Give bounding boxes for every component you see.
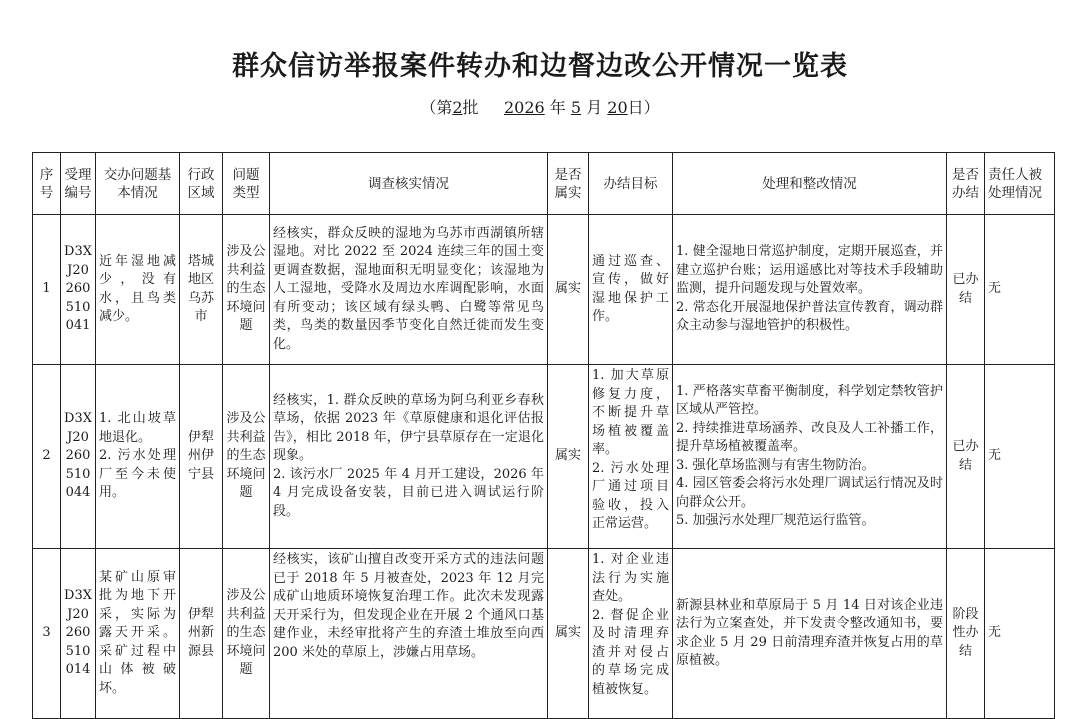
cases-table xyxy=(32,152,1055,719)
table-row xyxy=(33,215,1055,365)
date-month: 5 xyxy=(570,98,582,117)
date-day: 20 xyxy=(607,98,628,117)
header-verified: 是否属实 xyxy=(548,153,589,215)
cell-investigation: 经核实，群众反映的湿地为乌苏市西湖镇所辖湿地。对比 2022 至 2024 连续三年的国土变更调查数据，湿地面积无明显变化；该湿地为人工湿地，受降水及周边水库调配影响，水面有所变动；该区域有绿头鸭、白鹭等常见鸟类，鸟类的数量因季节变化自然迁徙而发生变化。 xyxy=(270,215,548,365)
cell-accountability: 无 xyxy=(985,365,1055,549)
month-suffix: 月 xyxy=(586,98,603,117)
year-suffix: 年 xyxy=(549,98,566,117)
header-type: 问题类型 xyxy=(223,153,270,215)
cell-goal: 1. 对企业违法行为实施查处。 2. 督促企业及时清理弃渣并对侵占的草场完成植被恢复。 xyxy=(589,549,673,719)
cell-issue: 近年湿地减少，没有水，且鸟类减少。 xyxy=(96,215,180,365)
table-row xyxy=(33,549,1055,719)
cell-issue: 1. 北山坡草地退化。 2. 污水处理厂至今未使用。 xyxy=(96,365,180,549)
day-suffix: 日） xyxy=(627,98,660,117)
cell-verified: 属实 xyxy=(548,549,589,719)
cell-handling: 1. 健全湿地日常巡护制度，定期开展巡查，并建立巡护台账；运用遥感比对等技术手段辅助监测，提升问题发现与处置效率。 2. 常态化开展湿地保护普法宣传教育，调动群众主动参与湿地管护的积极性。 xyxy=(673,215,947,365)
cell-accountability: 无 xyxy=(985,549,1055,719)
cell-accountability: 无 xyxy=(985,215,1055,365)
cell-issue: 某矿山原审批为地下开采，实际为露天开采。采矿过程中山体被破坏。 xyxy=(96,549,180,719)
table-header-row xyxy=(33,153,1055,215)
cell-handling: 新源县林业和草原局于 5 月 14 日对该企业违法行为立案查处，并下发责令整改通知书，要求企业 5 月 29 日前清理弃渣并恢复占用的草原植被。 xyxy=(673,549,947,719)
cell-seq: 3 xyxy=(33,549,61,719)
cell-seq: 1 xyxy=(33,215,61,365)
cell-type: 涉及公共利益的生态环境问题 xyxy=(223,215,270,365)
cell-investigation: 经核实，1. 群众反映的草场为阿乌利亚乡春秋草场，依据 2023 年《草原健康和退化评估报告》，相比 2018 年，伊宁县草原存在一定退化现象。 2. 该污水厂 2025 年 4 月开工建设，2026 年 4 月完成设备安装，目前已进入调试运行阶段。 xyxy=(270,365,548,549)
header-closed: 是否办结 xyxy=(947,153,985,215)
cell-verified: 属实 xyxy=(548,365,589,549)
cell-closed: 已办结 xyxy=(947,365,985,549)
date-year: 2026 xyxy=(503,98,545,117)
header-handling: 处理和整改情况 xyxy=(673,153,947,215)
header-investigation: 调查核实情况 xyxy=(270,153,548,215)
header-accountability: 责任人被处理情况 xyxy=(985,153,1055,215)
table-row xyxy=(33,365,1055,549)
cell-investigation: 经核实，该矿山擅自改变开采方式的违法问题已于 2018 年 5 月被查处，2023 年 12 月完成矿山地质环境恢复治理工作。此次未发现露天开采行为，但发现企业在开展 2 个通风口基建作业，未经审批将产生的弃渣土堆放至向西 200 米处的草原上，涉嫌占用草场。 xyxy=(270,549,548,719)
cell-goal: 1. 加大草原修复力度，不断提升草场植被覆盖率。 2. 污水处理厂通过项目验收，投入正常运营。 xyxy=(589,365,673,549)
header-region: 行政区域 xyxy=(180,153,223,215)
cell-handling: 1. 严格落实草畜平衡制度，科学划定禁牧管护区域从严管控。 2. 持续推进草场涵养、改良及人工补播工作，提升草场植被覆盖率。 3. 强化草场监测与有害生物防治。 4. 园区管委会将污水处理厂调试运行情况及时向群众公开。 5. 加强污水处理厂规范运行监管。 xyxy=(673,365,947,549)
header-seq: 序号 xyxy=(33,153,61,215)
cell-code: D3XJ20260510041 xyxy=(61,215,96,365)
subtitle-open: （第 xyxy=(420,98,453,117)
cell-verified: 属实 xyxy=(548,215,589,365)
cell-region: 伊犁州伊宁县 xyxy=(180,365,223,549)
cell-code: D3XJ20260510014 xyxy=(61,549,96,719)
cell-closed: 阶段性办结 xyxy=(947,549,985,719)
page-title: 群众信访举报案件转办和边督边改公开情况一览表 xyxy=(232,51,848,82)
header-goal: 办结目标 xyxy=(589,153,673,215)
cell-closed: 已办结 xyxy=(947,215,985,365)
cell-goal: 通过巡查、宣传，做好湿地保护工作。 xyxy=(589,215,673,365)
cell-region: 伊犁州新源县 xyxy=(180,549,223,719)
cell-code: D3XJ20260510044 xyxy=(61,365,96,549)
batch-number: 2 xyxy=(452,98,463,117)
cell-type: 涉及公共利益的生态环境问题 xyxy=(223,549,270,719)
cell-region: 塔城地区乌苏市 xyxy=(180,215,223,365)
header-code: 受理编号 xyxy=(61,153,96,215)
cell-seq: 2 xyxy=(33,365,61,549)
batch-suffix: 批 xyxy=(462,98,479,117)
header-issue: 交办问题基本情况 xyxy=(96,153,180,215)
cell-type: 涉及公共利益的生态环境问题 xyxy=(223,365,270,549)
batch-date-line xyxy=(0,95,1080,118)
